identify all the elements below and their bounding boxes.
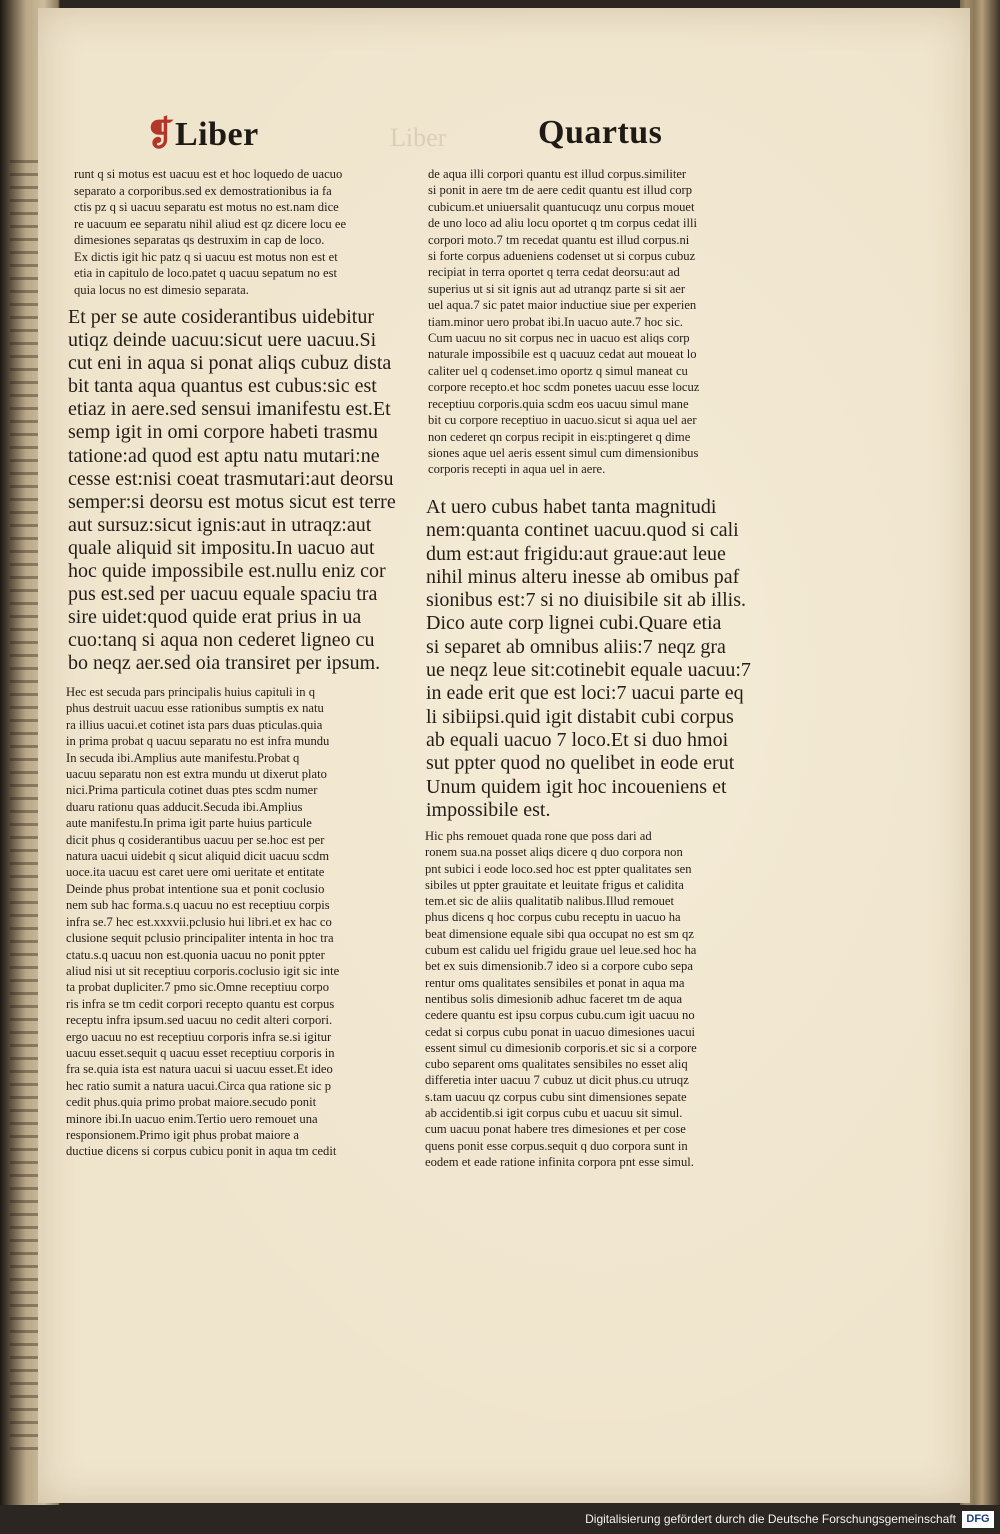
text-line: sibiles ut ppter grauitate et leuitate frigus et calidita — [425, 877, 684, 892]
right-column-commentary-1 — [428, 166, 806, 478]
text-line: bet ex suis dimensionib.7 ideo si a corpore cubo sepa — [425, 959, 693, 974]
text-line: ta probat dupliciter.7 pmo sic.Omne receptiuu corpo — [66, 980, 329, 995]
left-column-commentary-2 — [66, 684, 436, 1160]
text-line: si ponit in aere tm de aere cedit quantu est illud corp — [428, 183, 693, 198]
text-line: quale aliquid sit impositu.In uacuo aut — [68, 536, 375, 559]
text-line: semp igit in omi corpore habeti trasmu — [68, 421, 378, 444]
digitization-footer — [0, 1505, 1000, 1534]
text-line: in prima probat q uacuu separatu no est infra mundu — [66, 734, 330, 749]
text-line: essent simul cu dimesionib corporis.et sic si a corpore — [425, 1040, 697, 1055]
text-line: phus destruit uacuu esse rationibus sumptis ex natu — [66, 701, 324, 716]
text-line: utiqz deinde uacuu:sicut uere uacuu.Si — [68, 329, 377, 352]
paragraph-mark-icon: ❡ — [146, 116, 175, 153]
text-line: fra se.quia ista est natura uacui si uacuu esset.Et ideo — [66, 1062, 333, 1077]
text-line: Cum uacuu no sit corpus nec in uacuo est aliqs corp — [428, 331, 690, 346]
text-line: eodem et eade ratione infinita corpora pnt esse simul. — [425, 1154, 694, 1169]
text-line: cedere quantu est ipsu corpus cubu.cum igit uacuu no — [425, 1008, 695, 1023]
text-line: quia locus no est dimesio separata. — [74, 282, 249, 297]
left-column-main-text — [68, 306, 440, 676]
text-line: Dico aute corp lignei cubi.Quare etia — [426, 612, 722, 635]
text-line: uacuu esset.sequit q uacuu esset receptiuu corporis in — [66, 1045, 335, 1060]
text-line: semper:si deorsu est motus sicut est terre — [68, 490, 396, 513]
text-line: corporis recepti in aqua uel in aere. — [428, 462, 606, 477]
text-line: pnt subici i eode loco.sed hoc est ppter qualitates sen — [425, 861, 692, 876]
text-line: cuo:tanq si aqua non cederet ligneo cu — [68, 629, 375, 652]
text-line: sire uidet:quod quide erat prius in ua — [68, 606, 362, 629]
text-line: clusione sequit pclusio principaliter intenta in hoc tra — [66, 931, 334, 946]
text-line: differetia inter uacuu 7 cubuz ut dicit phus.cu utruqz — [425, 1073, 689, 1088]
text-line: de aqua illi corpori quantu est illud corpus.similiter — [428, 167, 687, 181]
text-line: ra illius uacui.et cotinet ista pars duas pticulas.quia — [66, 717, 323, 732]
text-line: de uno loco ad aliu locu oportet q tm corpus cedat illi — [428, 216, 697, 231]
text-line: naturale impossibile est q uacuuz cedat aut moueat lo — [428, 347, 697, 362]
text-line: quens ponit esse corpus.sequit q duo corpora sunt in — [425, 1138, 688, 1153]
text-line: ab equali uacuo 7 loco.Et si duo hmoi — [426, 728, 729, 751]
text-line: sut ppter quod no quelibet in eode erut — [426, 752, 735, 775]
text-line: hoc quide impossibile est.nullu eniz cor — [68, 560, 386, 583]
text-line: caliter uel q codenset.imo oportz q simul maneat cu — [428, 363, 688, 378]
text-line: aliud nisi ut sit receptiuu corporis.coclusio igit sic inte — [66, 963, 340, 978]
text-line: nentibus solis dimesionib adhuc faceret tm de aqua — [425, 991, 683, 1006]
text-line: aut sursuz:sicut ignis:aut in utraqz:aut — [68, 513, 372, 536]
text-line: uacuu separatu non est extra mundu ut dixerut plato — [66, 767, 327, 782]
text-line: In secuda ibi.Amplius aute manifestu.Probat q — [66, 750, 300, 765]
text-line: dimesiones separatas qs destruxim in cap de loco. — [74, 233, 325, 247]
left-column-commentary-1 — [74, 166, 444, 298]
dfg-logo: DFG — [962, 1511, 994, 1528]
running-head-bleed-through: Liber — [390, 123, 447, 152]
text-line: sionibus est:7 si no diuisibile sit ab illis. — [426, 589, 747, 612]
text-line: separato a corporibus.sed ex demostrationibus ia fa — [74, 183, 332, 198]
text-line: s.tam uacuu qz corpus cubu sint dimensiones sepate — [425, 1089, 687, 1104]
text-line: natura uacui uidebit q sicut aliquid dicit uacuu scdm — [66, 849, 329, 864]
book-page — [38, 8, 970, 1503]
text-line: bit tanta aqua quantus est cubus:sic est — [68, 375, 377, 398]
text-line: runt q si motus est uacuu est et hoc loquedo de uacuo — [74, 167, 343, 181]
text-line: Deinde phus probat intentione sua et ponit coclusio — [66, 881, 325, 896]
text-line: ergo uacuu no est receptiuu corporis infra se.si igitur — [66, 1029, 332, 1044]
text-line: ris infra se tm cedit corpori recepto quantu est corpus — [66, 996, 335, 1011]
text-line: ronem sua.na posset aliqs dicere q duo corpora non — [425, 845, 683, 860]
text-line: duaru rationu quas adducit.Secuda ibi.Amplius — [66, 799, 303, 814]
text-line: Unum quidem igit hoc incoueniens et — [426, 775, 727, 798]
text-line: li sibiipsi.quid igit distabit cubi corpus — [426, 705, 734, 728]
text-line: nici.Prima particula cotinet duas ptes scdm numer — [66, 783, 318, 798]
text-line: tiam.minor uero probat ibi.In uacuo aute.7 hoc sic. — [428, 314, 683, 329]
text-line: bit cu corpore receptiuo in uacuo.sicut si aqua uel aer — [428, 413, 697, 428]
text-line: receptiuu corporis.quia scdm eos uacuu simul mane — [428, 396, 689, 411]
text-line: cubo separent oms qualitates sensibiles no esset aliq — [425, 1057, 688, 1072]
text-line: recipiat in terra oportet q terra cedat deorsu:aut ad — [428, 265, 680, 280]
text-line: tatione:ad quod est aptu natu mutari:ne — [68, 444, 380, 467]
text-line: non cederet qn corpus recipit in eis:ptingeret q dime — [428, 429, 691, 444]
text-line: si separet ab omnibus aliis:7 neqz gra — [426, 635, 726, 658]
text-line: nem sub hac forma.s.q uacuu no est receptiuu corpis — [66, 898, 330, 913]
text-line: ab accidentib.si igit corpus cubu et uacuu sit simul. — [425, 1106, 683, 1121]
text-line: nihil minus alteru inesse ab omibus paf — [426, 565, 740, 588]
text-line: Hec est secuda pars principalis huius capituli in q — [66, 685, 316, 699]
funding-notice: Digitalisierung gefördert durch die Deutsche Forschungsgemeinschaft — [585, 1512, 956, 1526]
text-line: bo neqz aer.sed oia transiret per ipsum. — [68, 652, 381, 675]
text-line: cedat si corpus cubu ponat in uacuo dimesiones uacui — [425, 1024, 695, 1039]
text-line: uel aqua.7 sic patet maior inductiue siue per experien — [428, 298, 697, 313]
text-line: cesse est:nisi coeat trasmutari:aut deorsu — [68, 467, 394, 490]
text-line: pus est.sed per uacuu equale spaciu tra — [68, 583, 378, 606]
text-line: aute manifestu.In prima igit parte huius particule — [66, 816, 312, 831]
text-line: ue neqz leue sit:cotinebit equale uacuu:7 — [426, 659, 751, 682]
text-line: At uero cubus habet tanta magnitudi — [426, 496, 717, 518]
text-line: Et per se aute cosiderantibus uidebitur — [68, 306, 375, 328]
text-line: receptu infra ipsum.sed uacuu no cedit alteri corpori. — [66, 1013, 333, 1028]
text-line: re uacuum ee separatu nihil aliud est qz dicere locu ee — [74, 216, 347, 231]
text-line: etia in capitulo de loco.patet q uacuu sepatum no est — [74, 266, 337, 280]
text-line: corpori moto.7 tm recedat quantu est illud corpus.ni — [428, 232, 690, 247]
running-head-left-text: Liber — [175, 116, 259, 153]
text-line: hec ratio sumit a natura uacui.Circa qua ratione sic p — [66, 1078, 332, 1093]
text-line: si forte corpus adueniens codenset ut si corpus cubuz — [428, 249, 696, 264]
text-line: cubicum.et uniuersalit quantucuqz unu corpus mouet — [428, 199, 695, 214]
text-line: ctis pz q si uacuu separatu est motus no est.nam dice — [74, 200, 339, 214]
text-line: Hic phs remouet quada rone que poss dari ad — [425, 829, 652, 843]
text-line: nem:quanta continet uacuu.quod si cali — [426, 519, 739, 542]
text-line: minore ibi.In uacuo enim.Tertio uero remouet una — [66, 1111, 318, 1126]
text-line: in eade erit que est loci:7 uacui parte eq — [426, 682, 744, 705]
text-line: tem.et sic de aliis qualitatib nalibus.Illud remouet — [425, 894, 675, 909]
text-line: responsionem.Primo igit phus probat maiore a — [66, 1127, 299, 1142]
text-line: ctatu.s.q uacuu non est.quonia uacuu no ponit ppter — [66, 947, 325, 962]
text-line: uoce.ita uacuu est caret uere omi ueritate et entitate — [66, 865, 325, 880]
text-line: siones aque uel aeris essent simul cum dimensionibus — [428, 445, 699, 460]
running-head-right: Quartus — [538, 114, 663, 151]
text-line: corpore recepto.et hoc scdm ponetes uacuu esse locuz — [428, 380, 700, 395]
text-line: phus dicens q hoc corpus cubu receptu in uacuo ha — [425, 910, 681, 925]
text-line: cut eni in aqua si ponat aliqs cubuz dista — [68, 352, 392, 375]
text-line: etiaz in aere.sed sensui imanifestu est.Et — [68, 398, 391, 421]
text-line: cedit phus.quia primo probat maiore.secudo ponit — [66, 1095, 317, 1110]
text-line: ductiue dicens si corpus cubicu ponit in aqua tm cedit — [66, 1144, 337, 1159]
text-line: impossibile est. — [426, 798, 551, 821]
text-line: dum est:aut frigidu:aut graue:aut leue — [426, 542, 726, 565]
running-head-left — [146, 114, 259, 154]
text-line: beat dimensione equale sibi qua occupat no est sm qz — [425, 926, 694, 941]
text-line: dicit phus q cosiderantibus uacuu per se.hoc est per — [66, 832, 325, 847]
text-line: infra se.7 hec est.xxxvii.pclusio hui libri.et ex hac co — [66, 914, 332, 929]
text-line: rentur oms qualitates sensibiles et ponat in aqua ma — [425, 975, 685, 990]
right-column-main-text — [426, 496, 798, 822]
text-line: superius ut si sit ignis aut ad utranqz parte si sit aer — [428, 281, 686, 296]
right-column-commentary-2 — [425, 828, 800, 1170]
text-line: cubum est calidu uel frigidu graue uel leue.sed hoc ha — [425, 943, 697, 958]
text-line: Ex dictis igit hic patz q si uacuu est motus non est et — [74, 249, 338, 264]
text-line: cum uacuu ponat habere tres dimesiones et per cose — [425, 1122, 686, 1137]
